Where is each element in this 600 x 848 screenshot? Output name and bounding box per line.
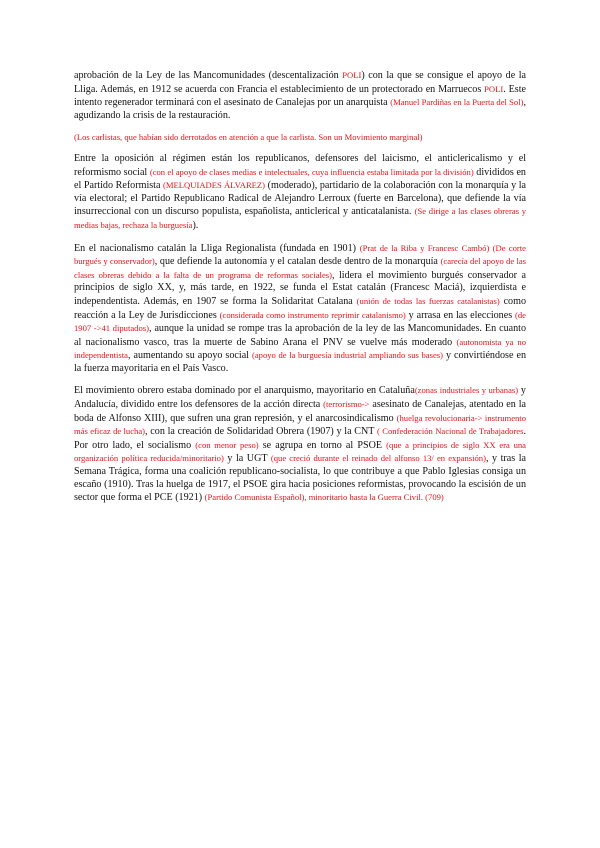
body-text: y convirtiéndose en la fuerza mayoritaria en el País Vasco. bbox=[74, 350, 526, 374]
annotation-text: ( Confederación Nacional de Trabajadores bbox=[377, 426, 524, 437]
annotation-text: (autonomista ya no independentista bbox=[74, 336, 526, 361]
body-text: . Este intento regenerador terminará con el asesinato de Canalejas por un anarquista bbox=[74, 83, 526, 109]
paragraph-lliga-ley bbox=[74, 69, 526, 122]
body-text: y arrasa en las elecciones bbox=[405, 309, 516, 321]
annotation-text: (de 1907 ->41 diputados) bbox=[74, 309, 526, 334]
annotation-text: (que a principios de siglo XX era una organización política reducida/minoritario) bbox=[74, 439, 526, 464]
annotation-text: (Prat de la Riba y Francesc Cambó) (De corte burgués y conservador) bbox=[74, 242, 526, 267]
body-text: aprobación de la Ley de las Mancomunidades (descentalización bbox=[74, 70, 343, 81]
paragraph-nacionalismo bbox=[74, 242, 526, 376]
body-text: y la UGT bbox=[223, 453, 271, 465]
body-text: , lidera el movimiento burgués conservador a principios de siglo XX, y, más tarde, en 1922, se funda el Estat catalán (Francesc Maciá), izquierdista e independentista. Además, en 1907 se forma la Solidaritat Catalana bbox=[74, 269, 526, 307]
body-text: se agrupa en torno al PSOE bbox=[258, 439, 387, 451]
body-text: El movimiento obrero estaba dominado por el anarquismo, mayoritario en Cataluña bbox=[74, 385, 415, 397]
body-text: como reacción a la Ley de Jurisdicciones bbox=[74, 295, 526, 321]
document-body bbox=[74, 69, 526, 514]
annotation-text: (terrorismo-> bbox=[323, 399, 370, 410]
body-text: , que defiende la autonomía y el catalan desde dentro de la monarquía bbox=[154, 256, 441, 268]
body-text: , aumentando su apoyo social bbox=[127, 350, 252, 362]
annotation-text: (zonas industriales y urbanas) bbox=[414, 385, 519, 396]
annotation-text: (Manuel Pardiñas en la Puerta del Sol) bbox=[390, 97, 524, 108]
body-text: ) con la que se consigue el apoyo de la Lliga. Además, en 1912 se acuerda con Francia el establecimiento de un protectorado en Marruecos bbox=[74, 70, 526, 95]
body-text: y Andalucía, dividido entre los defensores de la acción directa bbox=[74, 385, 526, 411]
annotation-text: POLI bbox=[484, 83, 504, 94]
annotation-text: (huelga revolucionaria-> instrumento más eficaz de lucha) bbox=[74, 412, 526, 437]
annotation-text: (Se dirige a las clases obreras y medias bajas, rechaza la burguesía bbox=[74, 206, 526, 230]
annotation-text: (que creció durante el reinado del alfonso 13/ en expansión) bbox=[270, 453, 486, 464]
annotation-text: (con el apoyo de clases medias e intelectuales, cuya influencia estaba limitada por la división) bbox=[149, 166, 474, 177]
body-text: En el nacionalismo catalán la Lliga Regionalista (fundada en 1901) bbox=[74, 242, 360, 254]
annotation-text: (con menor peso) bbox=[195, 439, 259, 450]
body-text: Entre la oposición al régimen están los republicanos, defensores del laicismo, el anticlericalismo y el reformismo social bbox=[74, 152, 526, 178]
annotation-text: (Partido Comunista Español), minoritario hasta la Guerra Civil. (709) bbox=[204, 492, 444, 503]
body-text: , agudizando la crisis de la restauración. bbox=[74, 97, 526, 121]
annotation-text: (carecía del apoyo de las clases obreras debido a la falta de un programa de reformas sociales) bbox=[74, 256, 526, 280]
annotation-text: (Los carlistas, que habían sido derrotados en atención a que la carlista. Son un Movimiento marginal) bbox=[74, 132, 423, 143]
body-text: , y tras la Semana Trágica, forma una coalición republicano-socialista, lo que contribuye a que Pablo Iglesias consiga un escaño (1910). Tras la huelga de 1917, el PSOE gira hacia posiciones reformistas, provocando la escisión de un sector que forma el PCE (1921) bbox=[74, 453, 526, 504]
body-text: (moderado), partidario de la colaboración con la monarquía y la vía electoral; el Partido Republicano Radical de Alejandro Lerroux (fuerte en Barcelona), que defiende la vía insurreccional con un discurso populista, españolista, anticlerical y anticatalanista. bbox=[74, 180, 526, 218]
annotation-text: POLI bbox=[342, 70, 362, 80]
body-text: asesinato de Canalejas, atentado en la boda de Alfonso XIII), que sufren una gran represión, y el anarcosindicalismo bbox=[74, 399, 526, 424]
paragraph-obrero bbox=[74, 384, 526, 504]
annotation-text: (considerada como instrumento reprimir catalanismo) bbox=[219, 309, 406, 320]
annotation-text: (apoyo de la burguesía industrial ampliando sus bases) bbox=[251, 350, 443, 361]
annotation-text: (unión de todas las fuerzas catalanistas) bbox=[356, 295, 500, 306]
body-text: , con la creación de Solidaridad Obrera (1907) y la CNT bbox=[145, 426, 378, 438]
body-text: , aunque la unidad se rompe tras la aprobación de la ley de las Mancomunidades. En cuanto al nacionalismo vasco, tras la muerte de Sabino Arana el PNV se vuelve más moderado bbox=[74, 323, 526, 348]
annotation-text: (MELQUIADES ÁLVAREZ) bbox=[163, 180, 266, 191]
body-text: divididos en el Partido Reformista bbox=[74, 166, 526, 192]
paragraph-oposicion bbox=[74, 153, 526, 233]
body-text: . Por otro lado, el socialismo bbox=[74, 426, 526, 451]
body-text: ). bbox=[192, 219, 199, 231]
paragraph-carlistas-note bbox=[74, 131, 526, 144]
